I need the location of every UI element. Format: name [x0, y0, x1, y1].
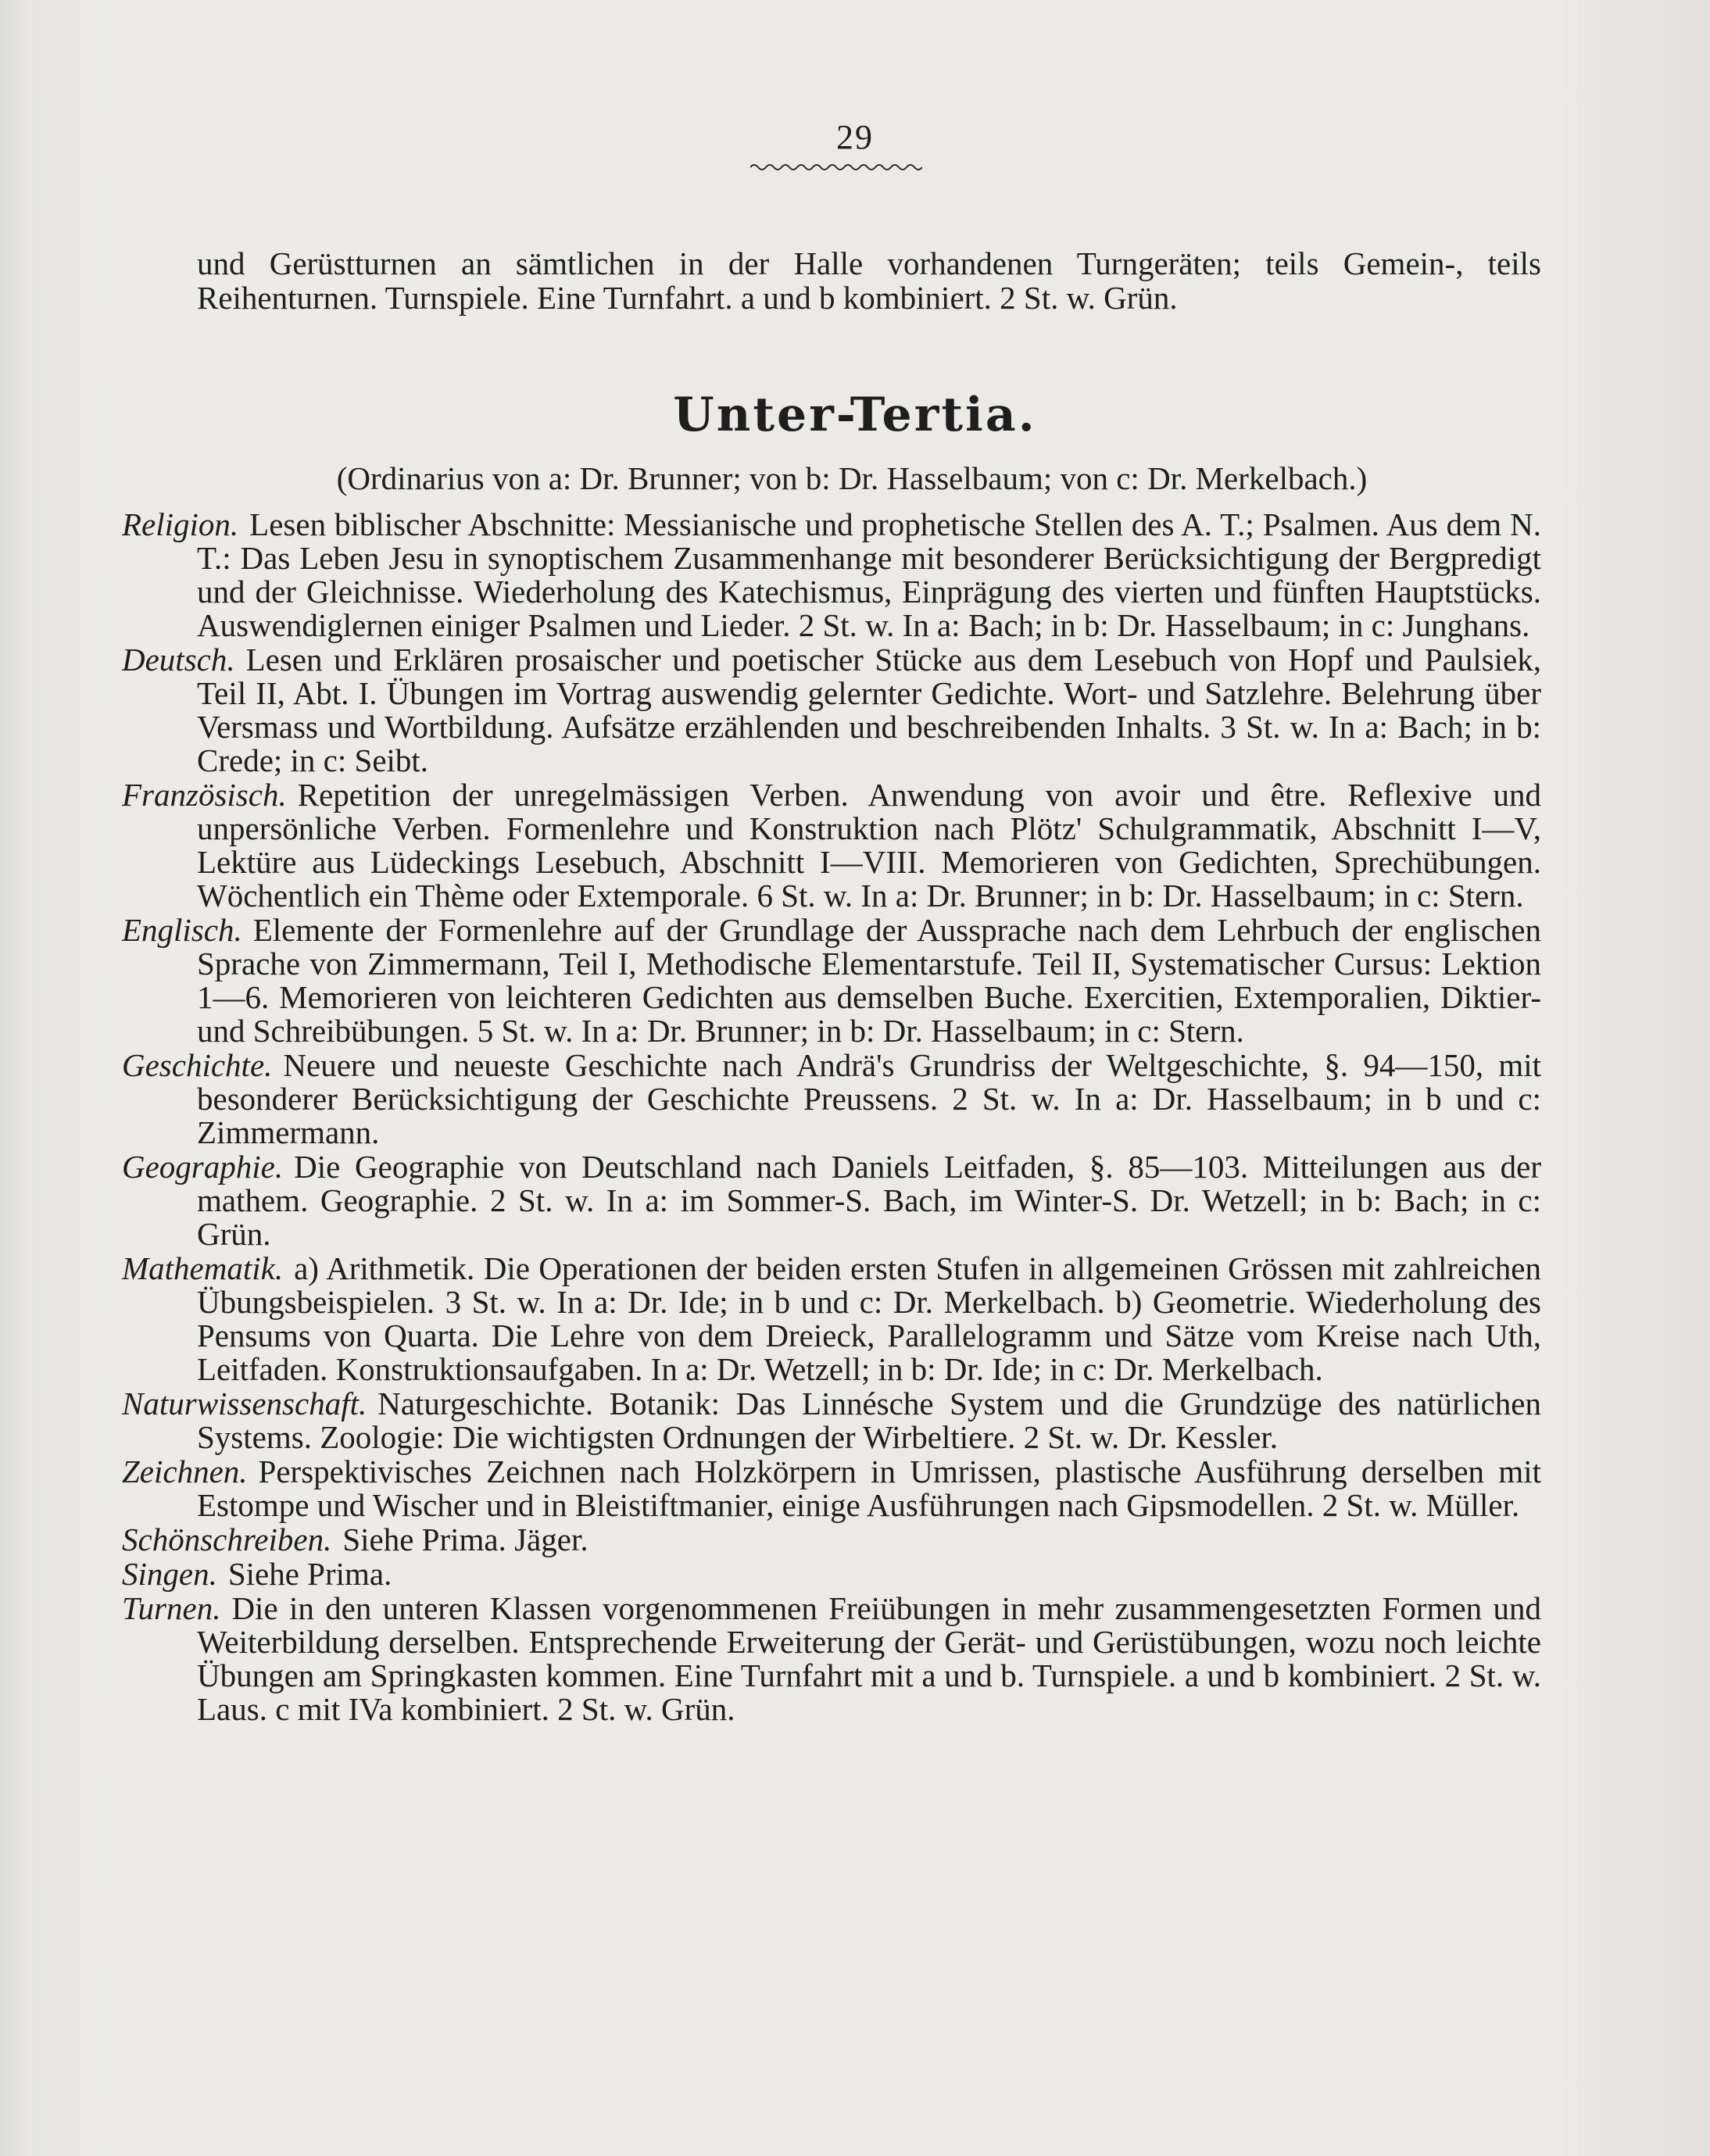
subject-entry	[122, 643, 1541, 778]
subject-name: Geschichte.	[122, 1047, 273, 1083]
subject-entry	[122, 1557, 1541, 1591]
subject-entry	[122, 914, 1541, 1048]
subject-entry	[122, 508, 1541, 642]
subject-name: Turnen.	[122, 1590, 221, 1626]
subject-text: Siehe Prima.	[227, 1556, 392, 1592]
subject-list	[122, 508, 1541, 1727]
subject-entry	[122, 778, 1541, 913]
subject-entry	[122, 1252, 1541, 1386]
subject-text: Elemente der Formenlehre auf der Grundlage der Aussprache nach dem Lehrbuch der englischen Sprache von Zimmermann, Teil I, Methodische Elementarstufe. Teil II, Systematischer Cursus: Lektion 1—6. Memorieren von leichteren Gedichten aus demselben Buche. Exercitien, Extemporalien, Diktier- und Schreibübungen. 5 St. w. In a: Dr. Brunner; in b: Dr. Hasselbaum; in c: Stern.	[197, 912, 1541, 1049]
subject-name: Englisch.	[122, 912, 242, 948]
page-number: 29	[836, 118, 874, 156]
subject-name: Zeichnen.	[122, 1453, 248, 1489]
subject-name: Mathematik.	[122, 1250, 284, 1286]
subject-name: Französisch.	[122, 777, 287, 813]
subject-text: Die Geographie von Deutschland nach Daniels Leitfaden, §. 85—103. Mitteilungen aus der mathem. Geographie. 2 St. w. In a: im Sommer-S. Bach, im Winter-S. Dr. Wetzell; in b: Bach; in c: Grün.	[197, 1149, 1541, 1252]
section-title: Unter-Tertia.	[673, 388, 1037, 442]
subject-text: Die in den unteren Klassen vorgenommenen Freiübungen in mehr zusammengesetzten Formen und Weiterbildung derselben. Entsprechende Erweiterung der Gerät- und Gerüstübungen, wozu noch leichte Übungen am Springkasten kommen. Eine Turnfahrt mit a und b. Turnspiele. a und b kombiniert. 2 St. w. Laus. c mit IVa kombiniert. 2 St. w. Grün.	[197, 1590, 1541, 1727]
subject-name: Naturwissenschaft.	[122, 1385, 367, 1421]
decorative-rule	[750, 163, 922, 172]
subject-name: Geographie.	[122, 1149, 284, 1185]
subject-text: Repetition der unregelmässigen Verben. Anwendung von avoir und être. Reflexive und unpersönliche Verben. Formenlehre und Konstruktion nach Plötz' Schulgrammatik, Abschnitt I—V, Lektüre aus Lüdeckings Lesebuch, Abschnitt I—VIII. Memorieren von Gedichten, Sprechübungen. Wöchentlich ein Thème oder Extemporale. 6 St. w. In a: Dr. Brunner; in b: Dr. Hasselbaum; in c: Stern.	[197, 777, 1541, 914]
subject-text: Perspektivisches Zeichnen nach Holzkörpern in Umrissen, plastische Ausführung derselben mit Estompe und Wischer und in Bleistiftmanier, einige Ausführungen nach Gipsmodellen. 2 St. w. Müller.	[197, 1453, 1541, 1523]
subject-entry	[122, 1150, 1541, 1251]
subject-entry	[122, 1455, 1541, 1522]
subject-name: Singen.	[122, 1556, 217, 1592]
subject-entry	[122, 1387, 1541, 1454]
subject-text: a) Arithmetik. Die Operationen der beiden ersten Stufen in allgemeinen Grössen mit zahlreichen Übungsbeispielen. 3 St. w. In a: Dr. Ide; in b und c: Dr. Merkelbach. b) Geometrie. Wiederholung des Pensums von Quarta. Die Lehre von dem Dreieck, Parallelogramm und Sätze vom Kreise nach Uth, Leitfaden. Konstruktionsaufgaben. In a: Dr. Wetzell; in b: Dr. Ide; in c: Dr. Merkelbach.	[197, 1250, 1541, 1387]
subject-text: Siehe Prima. Jäger.	[342, 1521, 588, 1557]
subject-text: Lesen biblischer Abschnitte: Messianische und prophetische Stellen des A. T.; Psalmen. Aus dem N. T.: Das Leben Jesu in synoptischem Zusammenhange mit besonderer Berücksichtigung der Bergpredigt und der Gleichnisse. Wiederholung des Katechismus, Einprägung des vierten und fünften Hauptstücks. Auswendiglernen einiger Psalmen und Lieder. 2 St. w. In a: Bach; in b: Dr. Hasselbaum; in c: Junghans.	[197, 506, 1541, 643]
subject-text: Naturgeschichte. Botanik: Das Linnésche System und die Grundzüge des natürlichen Systems. Zoologie: Die wichtigsten Ordnungen der Wirbeltiere. 2 St. w. Dr. Kessler.	[197, 1385, 1541, 1455]
subject-name: Schönschreiben.	[122, 1521, 332, 1557]
ordinarius-line: (Ordinarius von a: Dr. Brunner; von b: Dr. Hasselbaum; von c: Dr. Merkelbach.)	[336, 460, 1368, 496]
subject-entry	[122, 1523, 1541, 1557]
intro-paragraph: und Gerüstturnen an sämtlichen in der Halle vorhandenen Turngeräten; teils Gemein-, teils Reihenturnen. Turnspiele. Eine Turnfahrt. a und b kombiniert. 2 St. w. Grün.	[197, 245, 1541, 316]
subject-entry	[122, 1592, 1541, 1726]
subject-name: Religion.	[122, 506, 239, 542]
subject-name: Deutsch.	[122, 642, 235, 678]
subject-entry	[122, 1049, 1541, 1150]
subject-text: Lesen und Erklären prosaischer und poetischer Stücke aus dem Lesebuch von Hopf und Paulsiek, Teil II, Abt. I. Übungen im Vortrag auswendig gelernter Gedichte. Wort- und Satzlehre. Belehrung über Versmass und Wortbildung. Aufsätze erzählenden und beschreibenden Inhalts. 3 St. w. In a: Bach; in b: Crede; in c: Seibt.	[197, 642, 1541, 778]
subject-text: Neuere und neueste Geschichte nach Andrä's Grundriss der Weltgeschichte, §. 94—150, mit besonderer Berücksichtigung der Geschichte Preussens. 2 St. w. In a: Dr. Hasselbaum; in b und c: Zimmermann.	[197, 1047, 1541, 1150]
